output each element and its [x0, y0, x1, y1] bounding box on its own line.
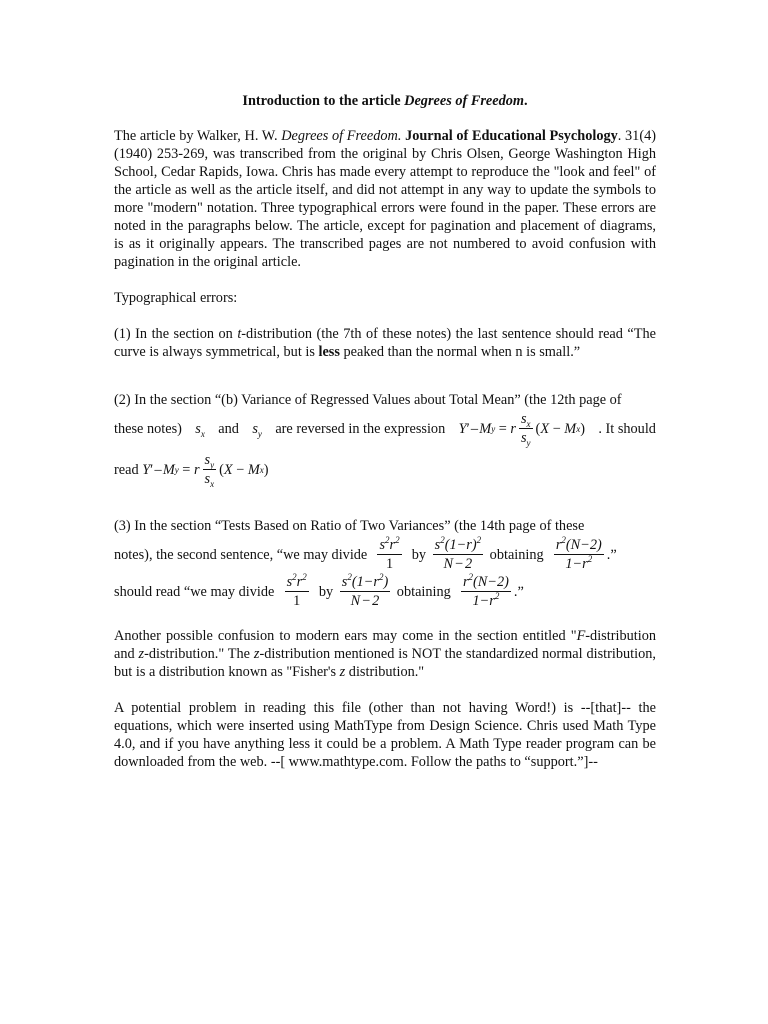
fraction-wrong-denominator: $\frac{s^2(1-r)^2}{N - 2}$ — [434, 535, 482, 572]
error-1-paragraph: (1) In the section on t-distribution (the 7th of these notes) the last sentence should read “The curve is always symmetrical, but is less peaked than the normal when n is small.” — [114, 326, 656, 360]
sx-symbol: $s_x$ — [195, 420, 205, 439]
page-title: Introduction to the article Degrees of Freedom. — [242, 93, 528, 109]
intro-paragraph: The article by Walker, H. W. Degrees of Freedom. Journal of Educational Psychology. 31(4) (1940) 253-269, was transcribed from the original by Chris Olsen, George Washington High School, Cedar Rapids, Iowa. Chris has made every attempt to reproduce the "look and feel" of the article as well as the article itself, and did not attempt in any way to update the symbols to more "modern" notation. Three typographical errors were found in the paper. These errors are noted in the paragraphs below. The article, except for pagination and placement of diagrams, is as it originally appears. The transcribed pages are not numbered to avoid confusion with pagination in the original article. — [114, 128, 656, 270]
error-3-paragraph: (3) In the section “Tests Based on Ratio of Two Variances” (the 14th page of these notes), the second sentence, “we may divide $\frac{s^2r^2}{1}$ by $\frac{s^2(1-r)^2}{N - 2}$ obtaining $\frac{r^2(N-2)}{1-r^2}$ .” should read “we may divide $\frac{s^2r^2}{1}$ by $\frac{s^2(1-r^2)}{N - 2}$ obtaining $\frac{r^2(N-2)}{1-r^2}$ .” — [114, 518, 617, 609]
sy-symbol: $s_y$ — [252, 420, 262, 439]
error-2-paragraph: (2) In the section “(b) Variance of Regressed Values about Total Mean” (the 12th page of these notes) $s_x$ and $s_y$ are reversed in the expression Y ′ – M y = r $\frac{s_x}{s_y}$ ( X − M x ) . It should read Y ′ – M y = r $\frac{s_y}{s_x}$ ( X − M x ) — [114, 392, 656, 489]
mathtype-paragraph: A potential problem in reading this file (other than not having Word!) is --[that]-- the equations, which were inserted using MathType from Design Science. Chris used Math Type 4.0, and if you have anything less it could be a problem. A Math Type reader program can be downloaded from the web. --[ www.mathtype.com. Follow the paths to “support.”]-- — [114, 700, 656, 770]
typo-heading: Typographical errors: — [114, 290, 238, 306]
confusion-paragraph: Another possible confusion to modern ears may come in the section entitled "F-distribution and z-distribution." The z-distribution mentioned is NOT the standardized normal distribution, but is a distribution known as "Fisher's z distribution." — [114, 628, 656, 680]
fraction-result: $\frac{r^2(N-2)}{1-r^2}$ — [555, 535, 602, 572]
fraction-correct-denominator: $\frac{s^2(1-r^2)}{N - 2}$ — [341, 572, 389, 609]
document-page — [114, 92, 656, 771]
correct-expression: Y ′ – M y = r $\frac{s_y}{s_x}$ ( X − M x ) — [142, 452, 269, 489]
fraction-s2r2: $\frac{s^2r^2}{1}$ — [379, 535, 400, 572]
fraction-result: $\frac{r^2(N-2)}{1-r^2}$ — [462, 572, 509, 609]
fraction-s2r2: $\frac{s^2r^2}{1}$ — [286, 572, 307, 609]
wrong-expression: Y ′ – M y = r $\frac{s_x}{s_y}$ ( X − M x ) — [458, 411, 585, 448]
